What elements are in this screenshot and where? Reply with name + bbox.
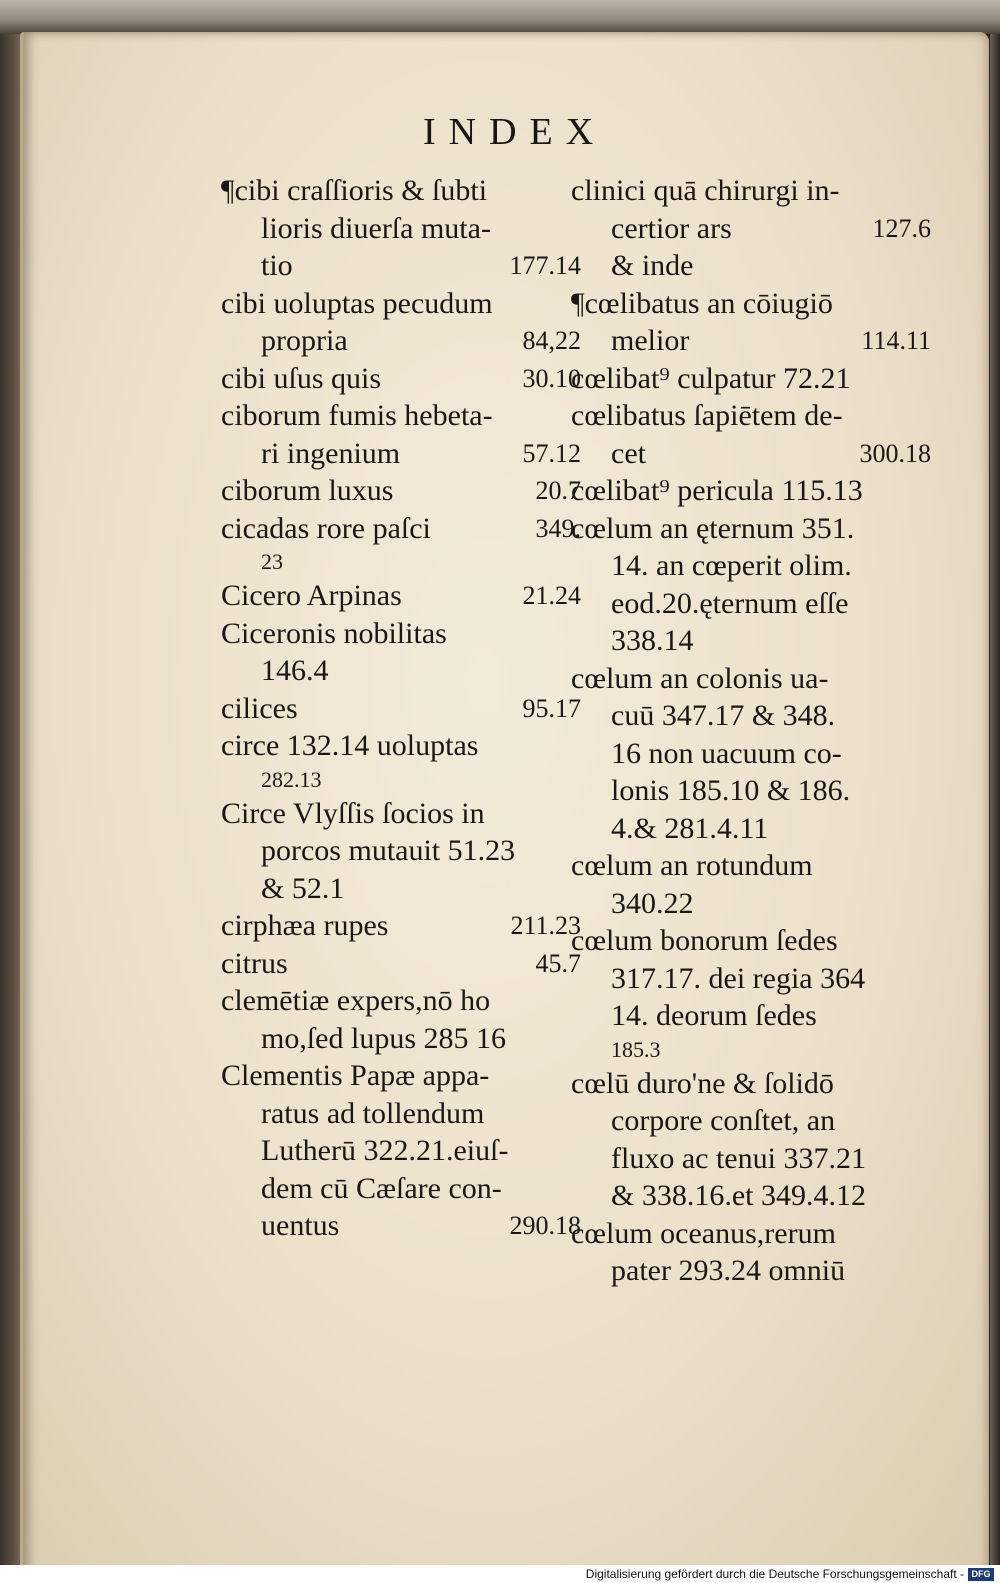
index-entry-line [571,922,931,960]
index-entry-page-ref: 84,22 [522,326,581,355]
index-entry-line [221,285,581,323]
index-entry-text: cœlum an rotundum [571,849,813,882]
index-entry-page-ref: 95.17 [522,693,581,723]
index-entry-line [221,907,581,945]
index-entry-line [571,510,931,548]
index-entry-line [221,547,581,577]
index-entry-line [221,510,581,548]
index-entry-text: cœlibatus ſapiētem de- [571,399,843,432]
index-entry-text: & inde [611,249,694,282]
index-entry-line [571,697,931,735]
index-entry-page-ref: 290.18 [509,1211,581,1240]
index-entry-line [221,832,581,870]
index-entry-text: 16 non uacuum co- [611,736,842,770]
index-entry-text: lonis 185.10 & 186. [611,774,851,807]
index-entry-line [221,172,581,210]
index-entry-text: clemētiæ expers,nō ho [221,984,491,1017]
index-entry-text: corpore conſtet, an [611,1104,836,1137]
index-entry-text: porcos mutauit 51.23 [261,834,516,867]
index-entry-page-ref: 300.18 [859,438,931,468]
index-entry-line [221,210,581,248]
index-entry-text: citrus [221,946,288,980]
index-entry-text: ¶cibi craſſioris & ſubti [221,174,488,207]
index-entry-text: cibi uoluptas pecudum [221,286,493,320]
index-entry-line [571,322,931,360]
index-entry-text: Cicero Arpinas [221,579,402,612]
index-entry-line [571,885,931,923]
index-entry-line [221,690,581,728]
index-entry-line [221,1095,581,1133]
index-entry-line [571,172,931,210]
index-entry-line [571,622,931,660]
index-entry-line [221,322,581,360]
index-entry-line [221,1207,581,1245]
footer-credit: Digitalisierung gefördert durch die Deutsche Forschungsgemeinschaft - [585,1567,964,1581]
book-right-edge [990,34,1000,1574]
index-entry-line [571,1035,931,1065]
index-entry-text: circe 132.14 uoluptas [221,729,479,762]
index-entry-line [571,585,931,623]
index-entry-text: cicadas rore paſci [221,511,431,545]
index-entry-line [221,577,581,615]
index-entry-text: melior [611,324,690,357]
index-entry-line [221,652,581,690]
index-entry-text: 317.17. dei regia 364 [611,961,866,995]
index-entry-text: cœlibat⁹ culpatur 72.21 [571,361,851,395]
index-entry-text: ri ingenium [261,436,401,470]
book-binding [0,34,22,1574]
index-entry-line [571,210,931,248]
index-entry-text: ciborum luxus [221,474,394,507]
book-page [20,32,989,1574]
footer-bar [0,1565,1000,1583]
index-entry-line [221,945,581,983]
index-entry-text: ¶cœlibatus an cōiugiō [571,286,833,320]
index-column-right [571,172,931,1290]
index-entry-text: 4.& 281.4.11 [611,811,769,845]
index-entry-text: Lutherū 322.21.eiuſ- [261,1134,509,1167]
index-entry-line [571,285,931,323]
index-entry-text: clinici quā chirurgi in- [571,174,840,207]
index-entry-text: 23 [261,549,283,574]
index-entry-text: certior ars [611,211,732,245]
index-entry-line [571,1140,931,1178]
index-entry-line [571,472,931,510]
index-entry-text: 340.22 [611,886,694,920]
index-entry-line [221,247,581,285]
index-entry-text: 146.4 [261,654,329,687]
index-entry-line [221,870,581,908]
index-entry-page-ref: 21.24 [522,581,581,610]
index-entry-page-ref: 127.6 [872,213,931,243]
index-entry-line [221,765,581,795]
index-entry-text: cibi uſus quis [221,361,382,395]
index-entry-line [221,472,581,510]
index-entry-text: mo,ſed lupus 285 16 [261,1021,506,1055]
index-entry-text: uentus [261,1209,340,1242]
index-entry-line [221,982,581,1020]
index-entry-text: eod.20.ęternum eſſe [611,586,849,620]
index-entry-page-ref: 30.10 [522,363,581,393]
index-entry-line [571,772,931,810]
index-entry-page-ref: 177.14 [509,251,581,280]
index-entry-text: & 52.1 [261,871,345,905]
index-entry-line [571,1215,931,1253]
index-entry-text: tio [261,249,293,282]
index-entry-text: cœlū duro'ne & ſolidō [571,1066,834,1100]
index-entry-line [221,1170,581,1208]
index-entry-text: 14. deorum ſedes [611,999,817,1032]
index-entry-text: ciborum fumis hebeta- [221,399,493,432]
index-entry-line [571,547,931,585]
index-entry-line [571,247,931,285]
index-entry-line [221,360,581,398]
index-entry-text: pater 293.24 omniū [611,1254,846,1287]
index-entry-line [221,1020,581,1058]
index-entry-text: 282.13 [261,766,322,792]
dfg-logo: DFG [968,1568,994,1581]
index-entry-text: cirphæa rupes [221,909,389,942]
index-entry-line [571,960,931,998]
index-entry-page-ref: 349. [535,513,581,543]
index-entry-line [571,1177,931,1215]
index-entry-text: Ciceronis nobilitas [221,616,447,650]
index-entry-line [571,435,931,473]
index-entry-line [571,397,931,435]
book-top-edge [0,0,1000,34]
index-entry-text: cœlum oceanus,rerum [571,1216,836,1250]
index-entry-text: ratus ad tollendum [261,1096,485,1130]
index-entry-text: 14. an cœperit olim. [611,549,852,582]
index-entry-line [221,435,581,473]
index-entry-text: lioris diuerſa muta- [261,211,491,245]
index-entry-line [221,795,581,833]
index-entry-line [221,727,581,765]
index-entry-page-ref: 211.23 [510,911,581,940]
index-entry-line [221,615,581,653]
index-column-left [221,172,581,1245]
index-entry-text: cœlum an colonis ua- [571,661,829,695]
index-entry-text: dem cū Cæſare con- [261,1171,502,1205]
page-title: INDEX [423,111,607,153]
index-entry-line [571,997,931,1035]
index-entry-text: & 338.16.et 349.4.12 [611,1179,866,1212]
index-entry-line [221,1132,581,1170]
index-entry-line [221,397,581,435]
index-entry-line [571,810,931,848]
index-entry-line [571,1252,931,1290]
index-entry-text: Circe Vlyſſis ſocios in [221,796,485,830]
index-entry-line [571,660,931,698]
index-entry-line [571,735,931,773]
index-entry-line [571,1065,931,1103]
index-entry-text: propria [261,324,348,357]
index-entry-text: cœlibat⁹ pericula 115.13 [571,474,863,507]
index-entry-text: Clementis Papæ appa- [221,1059,490,1092]
index-entry-text: cœlum an ęternum 351. [571,511,855,545]
index-entry-page-ref: 114.11 [861,326,931,355]
index-entry-page-ref: 45.7 [535,948,581,978]
index-entry-text: cilices [221,691,298,725]
index-entry-line [571,847,931,885]
index-entry-line [571,360,931,398]
index-entry-line [571,1102,931,1140]
index-entry-text: fluxo ac tenui 337.21 [611,1141,866,1175]
index-entry-text: cœlum bonorum ſedes [571,924,838,957]
index-entry-text: cuū 347.17 & 348. [611,699,836,732]
index-entry-line [221,1057,581,1095]
index-entry-text: cet [611,436,646,470]
index-entry-page-ref: 20.7 [535,476,581,505]
index-entry-page-ref: 57.12 [522,438,581,468]
index-entry-text: 185.3 [611,1036,661,1062]
index-entry-text: 338.14 [611,624,694,657]
